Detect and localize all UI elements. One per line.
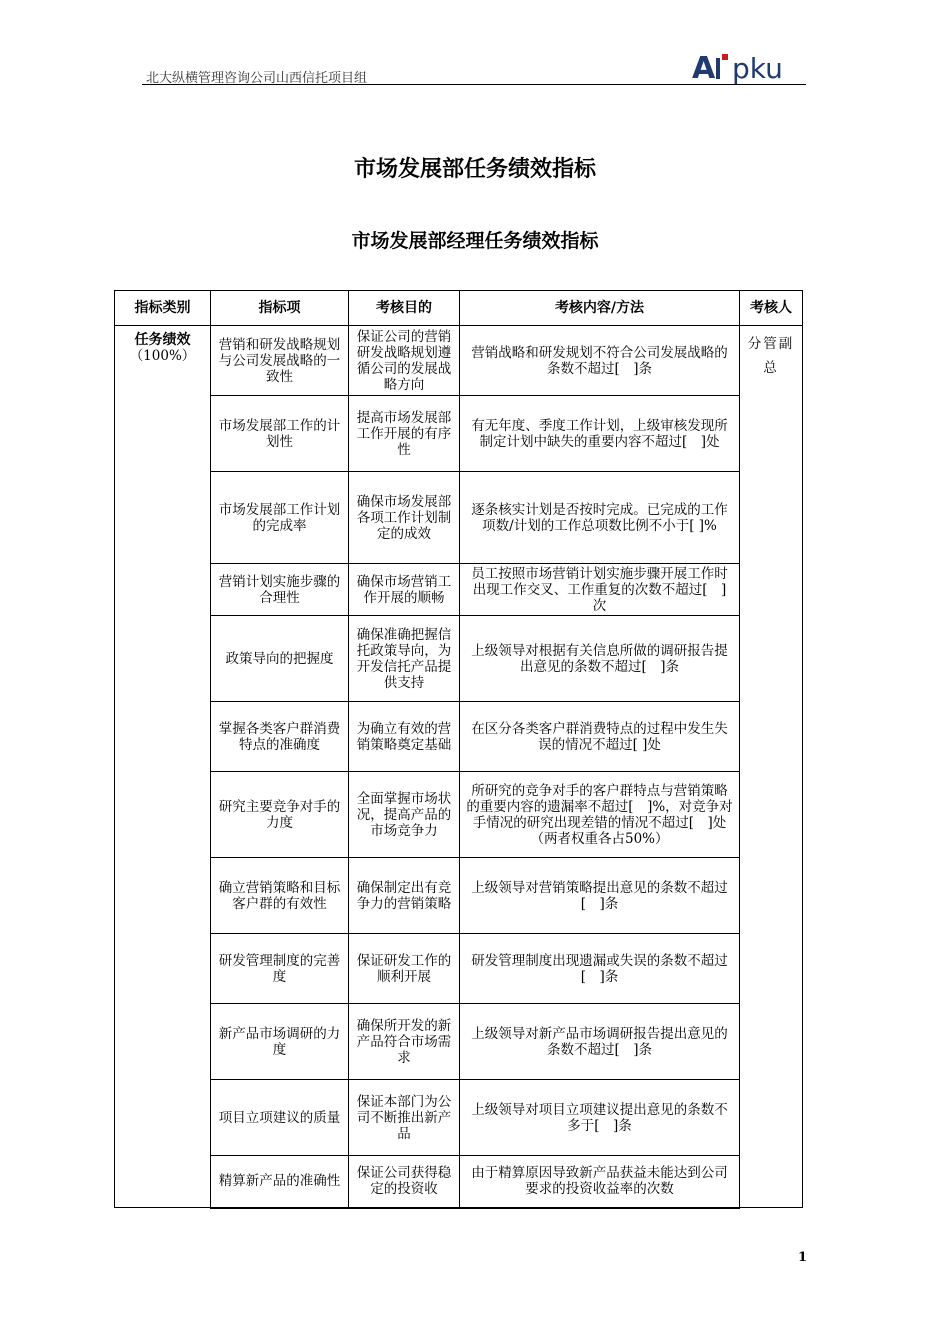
row-item: 项目立项建议的质量 bbox=[211, 1080, 349, 1156]
row-item: 新产品市场调研的力度 bbox=[211, 1004, 349, 1080]
table-row bbox=[115, 702, 803, 772]
row-item: 掌握各类客户群消费特点的准确度 bbox=[211, 702, 349, 772]
row-item: 市场发展部工作计划的完成率 bbox=[211, 472, 349, 564]
row-purpose: 全面掌握市场状况，提高产品的市场竞争力 bbox=[349, 772, 460, 858]
row-item: 精算新产品的准确性 bbox=[211, 1156, 349, 1208]
row-purpose: 确保所开发的新产品符合市场需求 bbox=[349, 1004, 460, 1080]
reviewer-cell: 分管副总 bbox=[740, 326, 803, 1208]
row-item: 营销计划实施步骤的合理性 bbox=[211, 564, 349, 616]
table-row bbox=[115, 772, 803, 858]
row-item: 市场发展部工作的计划性 bbox=[211, 396, 349, 472]
row-method: 所研究的竞争对手的客户群特点与营销策略的重要内容的遗漏率不超过[ ]%，对竞争对手情况的研究出现差错的情况不超过[ ]处（两者权重各占50%） bbox=[460, 772, 740, 858]
row-item: 政策导向的把握度 bbox=[211, 616, 349, 702]
row-method: 由于精算原因导致新产品获益未能达到公司要求的投资收益率的次数 bbox=[460, 1156, 740, 1208]
svg-text:A: A bbox=[692, 52, 716, 84]
row-method: 有无年度、季度工作计划，上级审核发现所制定计划中缺失的重要内容不超过[ ]处 bbox=[460, 396, 740, 472]
page-number: 1 bbox=[798, 1250, 808, 1265]
row-purpose: 保证本部门为公司不断推出新产品 bbox=[349, 1080, 460, 1156]
header-rule bbox=[142, 84, 806, 85]
row-method: 上级领导对营销策略提出意见的条数不超过[ ]条 bbox=[460, 858, 740, 934]
table-row bbox=[115, 326, 803, 396]
row-purpose: 为确立有效的营销策略奠定基础 bbox=[349, 702, 460, 772]
table-row bbox=[115, 934, 803, 1004]
table-row bbox=[115, 396, 803, 472]
row-method: 在区分各类客户群消费特点的过程中发生失误的情况不超过[ ]处 bbox=[460, 702, 740, 772]
table-row bbox=[115, 472, 803, 564]
header-category: 指标类别 bbox=[115, 291, 211, 326]
table-row bbox=[115, 616, 803, 702]
svg-text:pku: pku bbox=[732, 52, 783, 84]
row-method: 逐条核实计划是否按时完成。已完成的工作项数/计划的工作总项数比例不小于[ ]% bbox=[460, 472, 740, 564]
row-method: 上级领导对新产品市场调研报告提出意见的条数不超过[ ]条 bbox=[460, 1004, 740, 1080]
row-purpose: 提高市场发展部工作开展的有序性 bbox=[349, 396, 460, 472]
table-row bbox=[115, 1080, 803, 1156]
row-item: 研发管理制度的完善度 bbox=[211, 934, 349, 1004]
row-method: 上级领导对项目立项建议提出意见的条数不多于[ ]条 bbox=[460, 1080, 740, 1156]
table-row bbox=[115, 858, 803, 934]
allpku-logo bbox=[690, 52, 808, 84]
row-purpose: 保证公司的营销研发战略规划遵循公司的发展战略方向 bbox=[349, 326, 460, 396]
row-method: 营销战略和研发规划不符合公司发展战略的条数不超过[ ]条 bbox=[460, 326, 740, 396]
row-item: 确立营销策略和目标客户群的有效性 bbox=[211, 858, 349, 934]
row-method: 上级领导对根据有关信息所做的调研报告提出意见的条数不超过[ ]条 bbox=[460, 616, 740, 702]
header-reviewer: 考核人 bbox=[740, 291, 803, 326]
table-row bbox=[115, 564, 803, 616]
header-item: 指标项 bbox=[211, 291, 349, 326]
row-item: 营销和研发战略规划与公司发展战略的一致性 bbox=[211, 326, 349, 396]
table-row bbox=[115, 1004, 803, 1080]
kpi-table bbox=[114, 290, 803, 1209]
header-purpose: 考核目的 bbox=[349, 291, 460, 326]
row-purpose: 保证研发工作的顺利开展 bbox=[349, 934, 460, 1004]
category-weight: （100%） bbox=[129, 348, 196, 364]
row-method: 员工按照市场营销计划实施步骤开展工作时出现工作交叉、工作重复的次数不超过[ ]次 bbox=[460, 564, 740, 616]
table-header-row bbox=[115, 291, 803, 326]
row-purpose: 确保市场营销工作开展的顺畅 bbox=[349, 564, 460, 616]
row-method: 研发管理制度出现遗漏或失误的条数不超过[ ]条 bbox=[460, 934, 740, 1004]
category-label: 任务绩效 bbox=[134, 332, 191, 348]
sub-title: 市场发展部经理任务绩效指标 bbox=[351, 230, 599, 252]
category-cell bbox=[115, 326, 211, 1208]
page-title: 市场发展部任务绩效指标 bbox=[353, 157, 596, 182]
header-method: 考核内容/方法 bbox=[460, 291, 740, 326]
row-purpose: 确保市场发展部各项工作计划制定的成效 bbox=[349, 472, 460, 564]
header-org: 北大纵横管理咨询公司山西信托项目组 bbox=[146, 71, 368, 86]
row-purpose: 确保准确把握信托政策导向，为开发信托产品提供支持 bbox=[349, 616, 460, 702]
row-item: 研究主要竞争对手的力度 bbox=[211, 772, 349, 858]
table-row bbox=[115, 1156, 803, 1208]
row-purpose: 保证公司获得稳定的投资收 bbox=[349, 1156, 460, 1208]
row-purpose: 确保制定出有竞争力的营销策略 bbox=[349, 858, 460, 934]
